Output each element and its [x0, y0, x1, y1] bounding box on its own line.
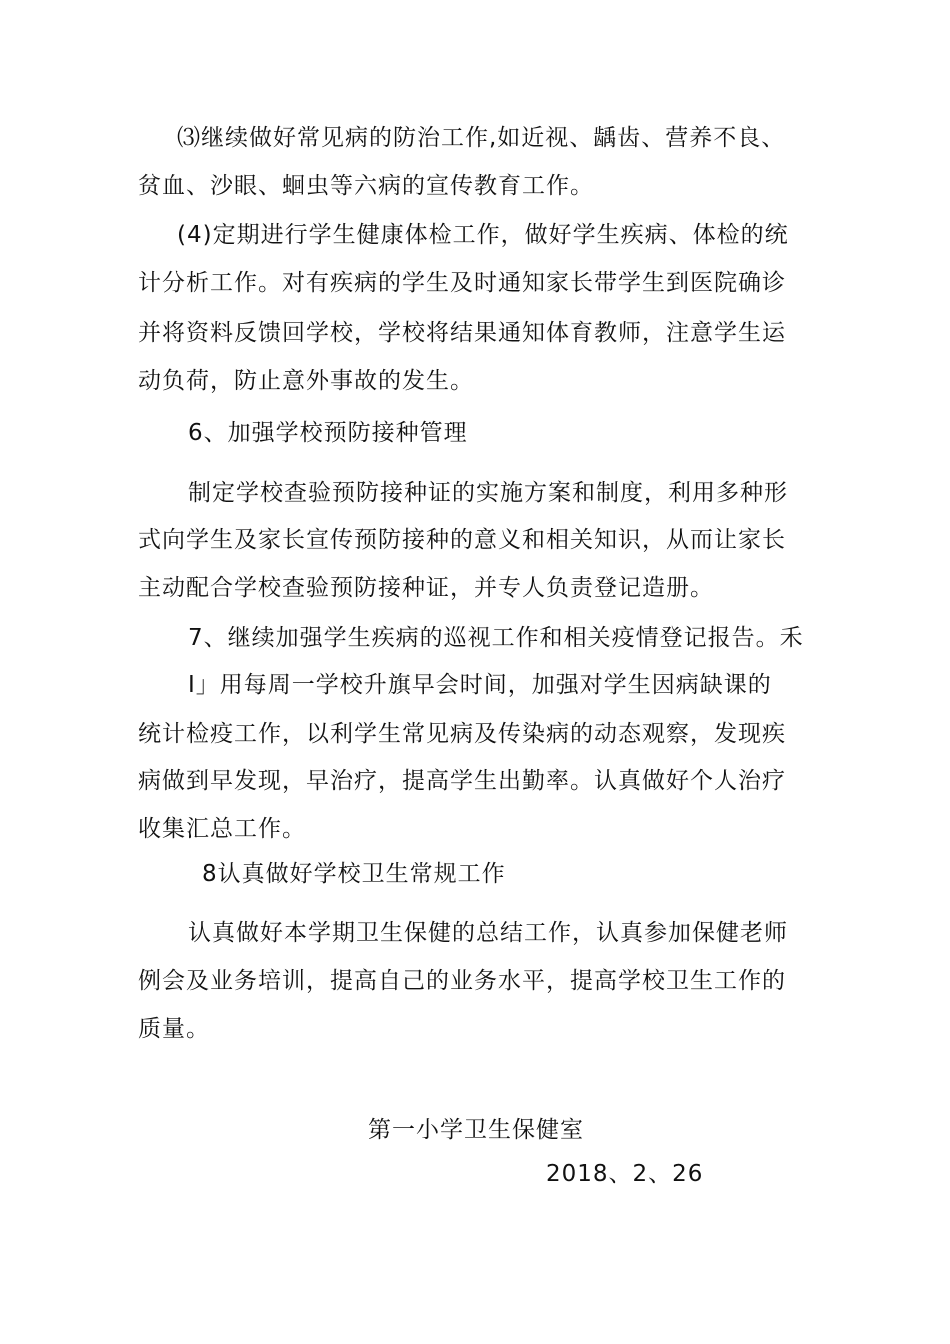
paragraph-7-line-2: I」用每周一学校升旗早会时间，加强对学生因病缺课的 — [188, 672, 772, 698]
paragraph-7-line-1: 7、继续加强学生疾病的巡视工作和相关疫情登记报告。禾 — [188, 625, 804, 651]
paragraph-6-line-1: 制定学校查验预防接种证的实施方案和制度，利用多种形 — [188, 480, 788, 506]
paragraph-7-line-3: 统计检疫工作，以利学生常见病及传染病的动态观察，发现疾 — [138, 721, 786, 747]
paragraph-8-line-1: 认真做好本学期卫生保健的总结工作，认真参加保健老师 — [188, 920, 788, 946]
paragraph-3-line-1: ⑶继续做好常见病的防治工作,如近视、龋齿、营养不良、 — [177, 125, 786, 151]
section-heading-8: 8认真做好学校卫生常规工作 — [202, 861, 506, 887]
paragraph-7-line-5: 收集汇总工作。 — [138, 816, 306, 842]
paragraph-4-line-2: 计分析工作。对有疾病的学生及时通知家长带学生到医院确诊 — [138, 270, 786, 296]
paragraph-8-line-2: 例会及业务培训，提高自己的业务水平，提高学校卫生工作的 — [138, 968, 786, 994]
paragraph-8-line-3: 质量。 — [138, 1016, 210, 1042]
signature-date: 2018、2、26 — [546, 1161, 704, 1187]
section-heading-6: 6、加强学校预防接种管理 — [188, 420, 468, 446]
paragraph-4-line-4: 动负荷，防止意外事故的发生。 — [138, 368, 474, 394]
paragraph-6-line-2: 式向学生及家长宣传预防接种的意义和相关知识，从而让家长 — [138, 527, 786, 553]
signature-organization: 第一小学卫生保健室 — [368, 1117, 584, 1143]
paragraph-4-line-1: (4)定期进行学生健康体检工作，做好学生疾病、体检的统 — [177, 222, 789, 248]
paragraph-7-line-4: 病做到早发现，早治疗，提高学生出勤率。认真做好个人治疗 — [138, 768, 786, 794]
paragraph-3-line-2: 贫血、沙眼、蛔虫等六病的宣传教育工作。 — [138, 173, 594, 199]
paragraph-6-line-3: 主动配合学校查验预防接种证，并专人负责登记造册。 — [138, 575, 714, 601]
paragraph-4-line-3: 并将资料反馈回学校，学校将结果通知体育教师，注意学生运 — [138, 320, 786, 346]
